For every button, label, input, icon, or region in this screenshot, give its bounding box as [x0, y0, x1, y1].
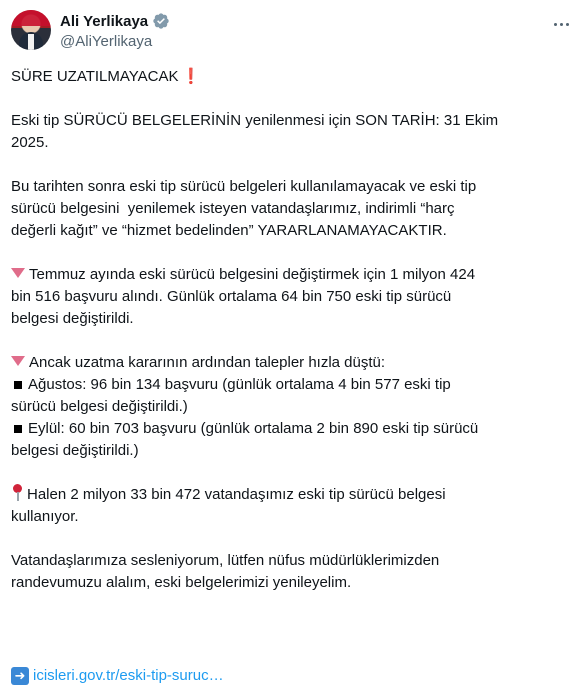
tweet-line: 2025. [11, 134, 49, 151]
avatar[interactable] [11, 10, 51, 50]
tweet-line: belgesi değiştirildi.) [11, 442, 139, 459]
name-row [60, 12, 170, 30]
tweet-line: Halen 2 milyon 33 bin 472 vatandaşımız eski tip sürücü belgesi [11, 484, 561, 506]
tweet-line: değerli kağıt” ve “hizmet bedelinden” YARARLANAMAYACAKTIR. [11, 222, 447, 239]
black-square-bullet-icon [14, 425, 22, 433]
tweet-line: belgesi değiştirildi. [11, 310, 134, 327]
tweet-line: sürücü belgesini yenilemek isteyen vatandaşlarımız, indirimli “harç [11, 200, 455, 217]
black-square-bullet-icon [14, 381, 22, 389]
tweet-header [10, 8, 571, 56]
tweet-text [11, 66, 561, 594]
tweet-line: Eylül: 60 bin 703 başvuru (günlük ortalama 2 bin 890 eski tip sürücü [11, 418, 561, 440]
right-arrow-icon: ➜ [11, 667, 29, 685]
tweet-line: sürücü belgesi değiştirildi.) [11, 398, 188, 415]
tweet-line: Eski tip SÜRÜCÜ BELGELERİNİN yenilenmesi için SON TARİH: 31 Ekim [11, 112, 499, 129]
tweet-line: bin 516 başvuru alındı. Günlük ortalama 64 bin 750 eski tip sürücü [11, 288, 452, 305]
tweet-line: Vatandaşlarımıza sesleniyorum, lütfen nüfus müdürlüklerimizden [11, 552, 440, 569]
handle[interactable]: @AliYerlikaya [60, 33, 153, 50]
tweet-line: Bu tarihten sonra eski tip sürücü belgeleri kullanılamayacak ve eski tip [11, 178, 477, 195]
avatar-shirt [28, 34, 34, 50]
verified-badge-icon [152, 12, 170, 30]
tweet-line: Temmuz ayında eski sürücü belgesini değiştirmek için 1 milyon 424 [11, 264, 561, 286]
display-name[interactable]: Ali Yerlikaya [60, 12, 149, 30]
more-options-icon[interactable] [551, 14, 571, 34]
tweet-line: randevumuzu alalım, eski belgelerimizi yenileyelim. [11, 574, 352, 591]
link-row [11, 665, 224, 687]
down-triangle-icon [11, 356, 25, 366]
tweet-link[interactable]: icisleri.gov.tr/eski-tip-suruc… [33, 667, 224, 684]
tweet-line: Ancak uzatma kararının ardından talepler hızla düştü: [11, 352, 561, 374]
avatar-flag-backdrop [11, 10, 51, 26]
down-triangle-icon [11, 268, 25, 278]
tweet-line: Ağustos: 96 bin 134 başvuru (günlük ortalama 4 bin 577 eski tip [11, 374, 561, 396]
tweet-line: kullanıyor. [11, 508, 79, 525]
red-exclamation-icon: ❗ [181, 68, 201, 85]
tweet-line: SÜRE UZATILMAYACAK ❗ [11, 68, 201, 85]
round-pushpin-icon [11, 484, 23, 501]
